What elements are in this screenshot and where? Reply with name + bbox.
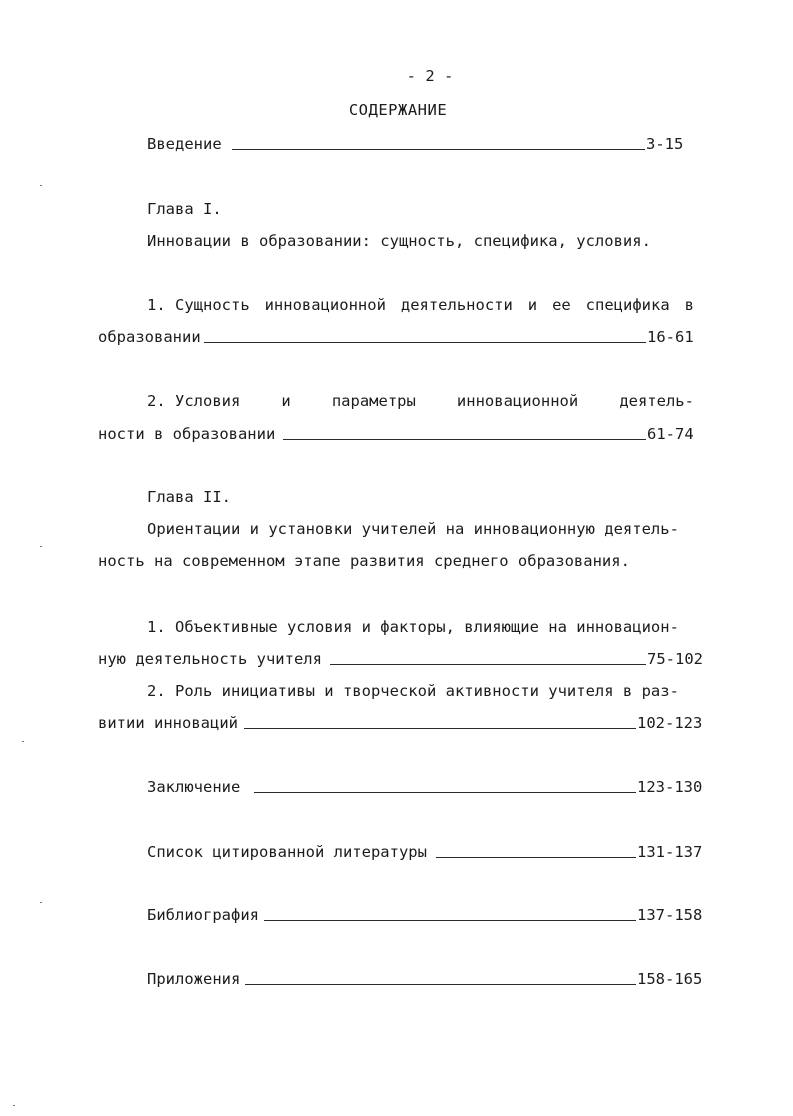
toc-entry-continuation: ную деятельность учителя (98, 650, 322, 668)
toc-label: Библиография (147, 906, 259, 924)
toc-word: в (684, 296, 694, 314)
toc-leader-line (283, 439, 646, 440)
toc-word: инновационной (456, 392, 579, 410)
chapter-heading: Глава I. (147, 200, 222, 218)
toc-page-range: 123-130 (637, 778, 703, 796)
toc-page-range: 3-15 (646, 135, 684, 153)
toc-leader-line (245, 984, 636, 985)
toc-page-range: 102-123 (637, 714, 703, 732)
toc-label: Заключение (147, 778, 241, 796)
toc-page-range: 16-61 (647, 328, 694, 346)
toc-leader-line (264, 920, 636, 921)
toc-leader-line (204, 342, 646, 343)
toc-entry-line: 1. Объективные условия и факторы, влияющие на инновацион- (147, 618, 679, 636)
toc-word: параметры (331, 392, 416, 410)
toc-entry-line: 2. Роль инициативы и творческой активности учителя в раз- (147, 682, 679, 700)
toc-page-range: 137-158 (637, 906, 703, 924)
page-number: - 2 - (406, 67, 454, 85)
toc-leader-line (244, 728, 636, 729)
toc-word: деятельности (400, 296, 513, 314)
toc-entry-line (147, 295, 694, 315)
toc-leader-line (436, 857, 636, 858)
toc-label: Список цитированной литературы (147, 843, 427, 861)
scan-speck (22, 741, 24, 742)
page-title: СОДЕРЖАНИЕ (348, 101, 448, 119)
toc-entry-line (147, 391, 694, 411)
scan-speck (40, 902, 42, 903)
toc-entry-continuation: витии инноваций (98, 714, 238, 732)
toc-word: 2. Условия (147, 392, 241, 410)
toc-page-range: 131-137 (637, 843, 703, 861)
scan-speck (40, 185, 42, 186)
toc-label: Введение (147, 135, 222, 153)
toc-word: и (527, 296, 538, 314)
toc-page-range: 61-74 (647, 425, 694, 443)
chapter-title-continuation: ность на современном этапе развития среднего образования. (98, 552, 630, 570)
toc-entry-continuation: ности в образовании (98, 425, 276, 443)
toc-page-range: 75-102 (647, 650, 703, 668)
toc-entry-continuation: образовании (98, 328, 201, 346)
toc-word: и (281, 392, 291, 410)
toc-word: деятель- (619, 392, 694, 410)
toc-word: инновационной (264, 296, 386, 314)
toc-word: специфика (585, 296, 670, 314)
chapter-title: Ориентации и установки учителей на инновационную деятель- (147, 520, 679, 538)
scan-speck (40, 546, 42, 547)
scan-speck (13, 1105, 15, 1106)
toc-leader-line (232, 149, 645, 150)
toc-word: 1. Сущность (147, 296, 250, 314)
chapter-title: Инновации в образовании: сущность, специфика, условия. (147, 232, 651, 250)
toc-label: Приложения (147, 970, 241, 988)
toc-leader-line (254, 792, 636, 793)
toc-page-range: 158-165 (637, 970, 703, 988)
chapter-heading: Глава II. (147, 488, 231, 506)
toc-leader-line (330, 664, 646, 665)
toc-word: ее (552, 296, 571, 314)
